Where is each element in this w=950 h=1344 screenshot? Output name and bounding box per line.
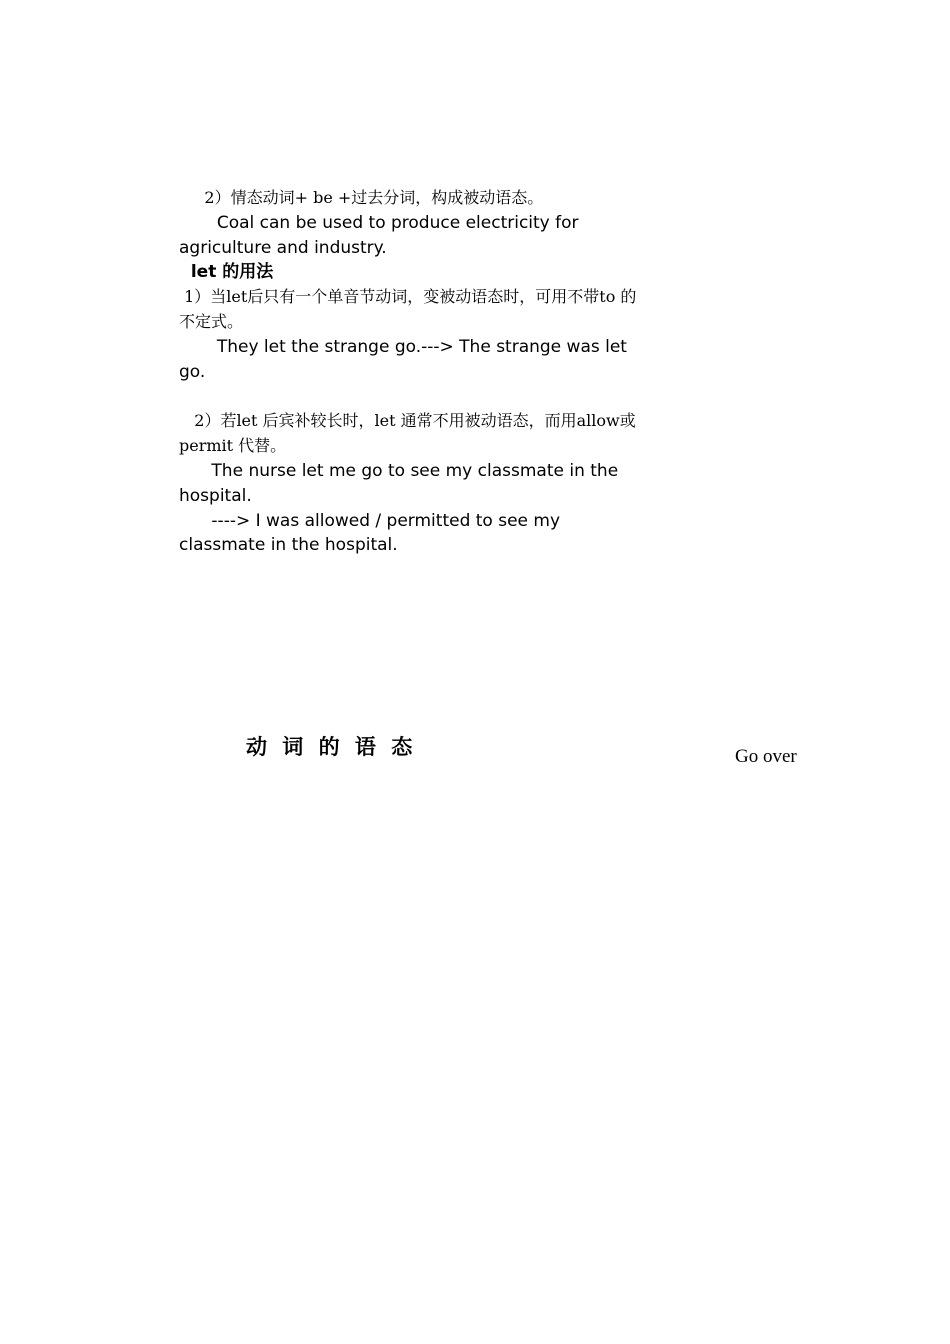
paragraph-spacer	[179, 384, 639, 409]
page-title: 动 词 的 语 态	[246, 735, 417, 759]
example-let-go: They let the strange go.---> The strange was let go.	[179, 336, 627, 382]
point-modal-passive: 2）情态动词+ be +过去分词，构成被动语态。	[179, 188, 544, 207]
let-rule-1: 1）当let后只有一个单音节动词，变被动语态时，可用不带to 的不定式。	[179, 287, 637, 331]
let-rule-2: 2）若let 后宾补较长时，let 通常不用被动语态，而用allow或permit 代替。	[179, 411, 636, 456]
example-allowed: ----> I was allowed / permitted to see my classmate in the hospital.	[179, 510, 561, 556]
let-usage-heading: let 的用法	[179, 262, 274, 283]
example-coal: Coal can be used to produce electricity for agriculture and industry.	[179, 212, 579, 258]
side-label: Go over	[735, 746, 797, 767]
body-text	[179, 186, 639, 558]
example-nurse: The nurse let me go to see my classmate in the hospital.	[179, 460, 619, 506]
